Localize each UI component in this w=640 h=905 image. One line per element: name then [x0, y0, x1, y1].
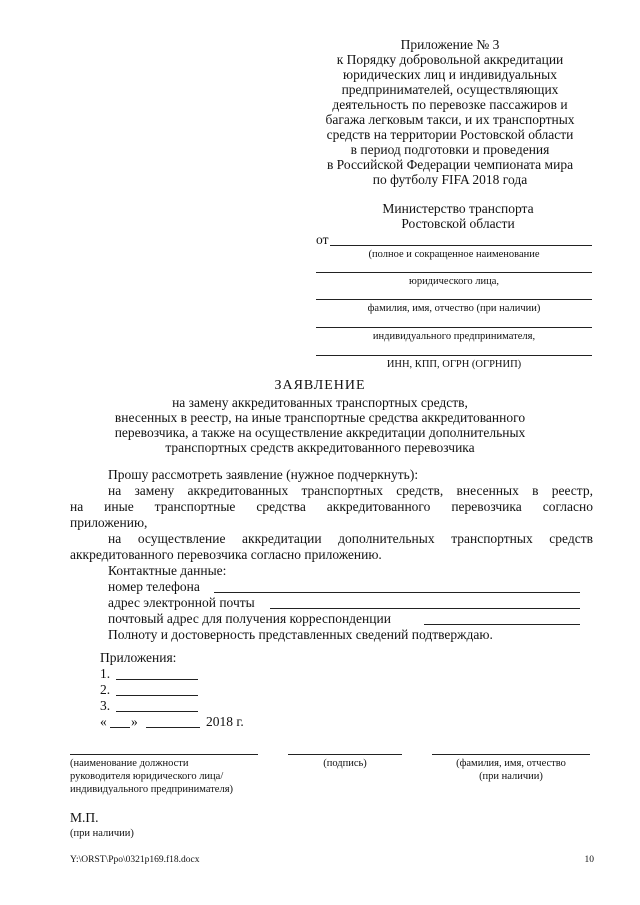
attachment-field-line[interactable]: [116, 695, 198, 696]
title-block: [40, 395, 600, 455]
title-line: на замену аккредитованных транспортных средств,: [172, 395, 468, 410]
annex-line: деятельность по перевозке пассажиров и: [332, 97, 568, 112]
entrepreneur-field-line[interactable]: [316, 327, 592, 328]
fullname-hint-line: (при наличии): [479, 771, 543, 782]
date-close-quote: »: [131, 714, 138, 729]
date-day-line[interactable]: [110, 727, 130, 728]
request-text: Прошу рассмотреть заявление (нужное подчеркнуть):: [108, 467, 419, 482]
date-open-quote: «: [100, 714, 107, 729]
date-month-line[interactable]: [146, 727, 200, 728]
option-1-line: на иные транспортные средства аккредитованного перевозчика согласно: [70, 499, 593, 514]
email-label: адрес электронной почты: [108, 595, 255, 610]
position-hint-line: индивидуального предпринимателя): [70, 784, 234, 795]
option-1-line: на замену аккредитованных транспортных средств, внесенных в реестр,: [108, 483, 593, 498]
stamp-label: М.П.: [70, 810, 99, 825]
email-field-line[interactable]: [270, 608, 580, 609]
stamp-hint: (при наличии): [70, 828, 134, 839]
postal-field-line[interactable]: [424, 624, 580, 625]
title-line: транспортных средств аккредитованного перевозчика: [165, 440, 475, 455]
document-title: ЗАЯВЛЕНИЕ: [274, 378, 366, 393]
annex-line: средств на территории Ростовской области: [326, 127, 574, 142]
from-field-line[interactable]: [330, 245, 592, 246]
attachment-item-1: 1.: [100, 666, 111, 681]
from-hint: (полное и сокращенное наименование: [368, 249, 540, 260]
confirm-text: Полноту и достоверность представленных сведений подтверждаю.: [108, 627, 493, 642]
signature-field-line[interactable]: [288, 754, 402, 755]
attachment-item-2: 2.: [100, 682, 111, 697]
attachment-item-3: 3.: [100, 698, 111, 713]
option-2-line: аккредитованного перевозчика согласно приложению.: [70, 547, 382, 562]
name-hint: фамилия, имя, отчество (при наличии): [367, 303, 541, 314]
page-number: 10: [584, 855, 594, 865]
annex-line: к Порядку добровольной аккредитации: [336, 52, 564, 67]
postal-label: почтовый адрес для получения корреспонденции: [108, 611, 391, 626]
ministry-line: Ростовской области: [401, 216, 515, 231]
ministry-block: [318, 201, 598, 231]
phone-field-line[interactable]: [214, 592, 580, 593]
applicant-hint: юридического лица,: [408, 276, 500, 287]
inn-hint: ИНН, КПП, ОГРН (ОГРНИП): [386, 359, 522, 370]
position-hint: [70, 757, 290, 796]
fullname-field-line[interactable]: [432, 754, 590, 755]
option-2-line: на осуществление аккредитации дополнительных транспортных средств: [108, 531, 593, 546]
contacts-label: Контактные данные:: [108, 563, 227, 578]
date-year: 2018 г.: [206, 714, 244, 729]
position-hint-line: руководителя юридического лица/: [70, 771, 224, 782]
annex-line: юридических лиц и индивидуальных: [343, 67, 557, 82]
position-field-line[interactable]: [70, 754, 258, 755]
footer-file-path: Y:\ORST\Ppo\0321p169.f18.docx: [70, 855, 200, 865]
annex-line: в период подготовки и проведения: [350, 142, 550, 157]
entrepreneur-hint: индивидуального предпринимателя,: [372, 331, 536, 342]
fullname-hint: [426, 757, 596, 783]
ministry-line: Министерство транспорта: [382, 201, 534, 216]
attachments-label: Приложения:: [100, 650, 177, 665]
name-field-line[interactable]: [316, 299, 592, 300]
position-hint-line: (наименование должности: [70, 758, 189, 769]
annex-line: багажа легковым такси, и их транспортных: [325, 112, 575, 127]
annex-line: Приложение № 3: [400, 37, 500, 52]
option-1-line: приложению,: [70, 515, 148, 530]
fullname-hint-line: (фамилия, имя, отчество: [456, 758, 566, 769]
title-line: внесенных в реестр, на иные транспортные средства аккредитованного: [114, 410, 526, 425]
signature-hint: (подпись): [323, 758, 367, 769]
annex-line: по футболу FIFA 2018 года: [372, 172, 528, 187]
annex-line: в Российской Федерации чемпионата мира: [326, 157, 574, 172]
attachment-field-line[interactable]: [116, 711, 198, 712]
annex-header: [300, 37, 600, 187]
from-label: от: [316, 232, 329, 247]
applicant-field-line[interactable]: [316, 272, 592, 273]
title-line: перевозчика, а также на осуществление аккредитации дополнительных: [114, 425, 526, 440]
inn-field-line[interactable]: [316, 355, 592, 356]
annex-line: предпринимателей, осуществляющих: [341, 82, 559, 97]
attachment-field-line[interactable]: [116, 679, 198, 680]
phone-label: номер телефона: [108, 579, 200, 594]
